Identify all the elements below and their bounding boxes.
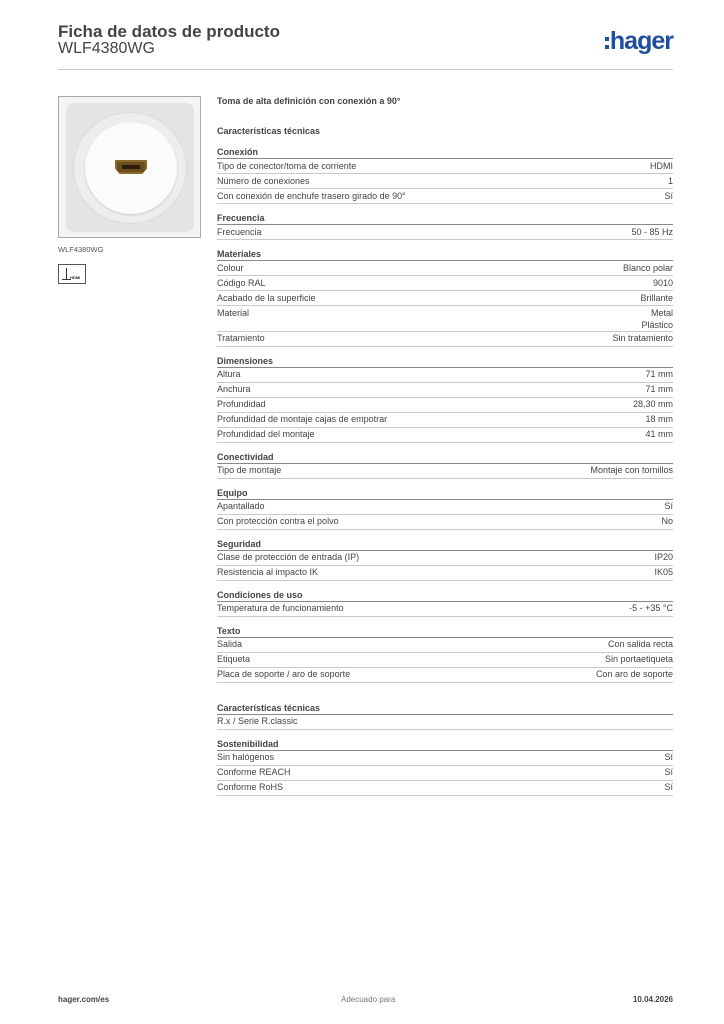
document-title: Ficha de datos de producto xyxy=(58,22,280,41)
spec-label: Etiqueta xyxy=(217,654,251,664)
spec-row xyxy=(217,174,673,189)
spec-row xyxy=(217,566,673,581)
spec-group xyxy=(217,536,673,581)
spec-group-title: Dimensiones xyxy=(217,353,673,368)
spec-label: Código RAL xyxy=(217,277,266,288)
spec-group-title: Equipo xyxy=(217,485,673,500)
hdmi-port-icon xyxy=(115,160,147,174)
hdmi-symbol-text: HDMI xyxy=(70,275,81,280)
spec-row xyxy=(217,413,673,428)
spec-label: Anchura xyxy=(217,384,251,394)
spec-value: Sin portaetiqueta xyxy=(604,654,673,664)
spec-value: Sí xyxy=(664,767,673,777)
spec-label: Apantallado xyxy=(217,501,265,511)
footer-center: Adecuado para xyxy=(341,995,396,1004)
spec-row xyxy=(217,276,673,291)
spec-value: Sí xyxy=(664,752,673,762)
spec-value: Sí xyxy=(664,782,673,792)
spec-row xyxy=(217,653,673,668)
product-code: WLF4380WG xyxy=(58,40,155,57)
spec-group-title: Materiales xyxy=(217,246,673,261)
spec-group xyxy=(217,144,673,204)
spec-value: Con salida recta xyxy=(607,639,673,649)
spec-row xyxy=(217,464,673,479)
spec-row xyxy=(217,261,673,276)
spec-row xyxy=(217,638,673,653)
logo-dots-icon xyxy=(605,37,609,49)
spec-value: 9010 xyxy=(652,277,673,288)
spec-row xyxy=(217,551,673,566)
hager-logo xyxy=(605,28,673,54)
spec-row xyxy=(217,428,673,443)
product-image xyxy=(58,96,201,238)
spec-row xyxy=(217,500,673,515)
spec-row xyxy=(217,715,673,730)
product-description: Toma de alta definición con conexión a 90° xyxy=(217,96,401,106)
spec-label: Con conexión de enchufe trasero girado de 90° xyxy=(217,190,406,201)
spec-group xyxy=(217,210,673,240)
spec-groups xyxy=(217,144,673,683)
spec-label: Frecuencia xyxy=(217,226,262,237)
spec-row xyxy=(217,781,673,796)
spec-row xyxy=(217,766,673,781)
spec-label: Sin halógenos xyxy=(217,752,275,762)
spec-group-title: Conectividad xyxy=(217,449,673,464)
spec-value: 71 mm xyxy=(645,369,673,379)
spec-label: Tipo de conector/toma de corriente xyxy=(217,160,357,171)
spec-row xyxy=(217,291,673,306)
spec-group xyxy=(217,736,673,796)
spec-label: Placa de soporte / aro de soporte xyxy=(217,669,351,679)
spec-value: 28,30 mm xyxy=(632,399,673,409)
spec-label: Altura xyxy=(217,369,241,379)
spec-group-title: Frecuencia xyxy=(217,210,673,225)
spec-value: IK05 xyxy=(654,567,673,577)
spec-label: Número de conexiones xyxy=(217,175,310,186)
spec-value: 1 xyxy=(667,175,673,186)
spec-row xyxy=(217,398,673,413)
spec-label: Clase de protección de entrada (IP) xyxy=(217,552,360,562)
spec-value: Sí xyxy=(664,190,673,201)
spec-value: 50 - 85 Hz xyxy=(631,226,673,237)
hdmi-socket-symbol-icon xyxy=(58,264,86,284)
socket-ring xyxy=(73,112,187,224)
spec-group xyxy=(217,587,673,617)
spec-group-title: Conexión xyxy=(217,144,673,159)
spec-label: Profundidad de montaje cajas de empotrar xyxy=(217,414,388,424)
spec-row xyxy=(217,602,673,617)
spec-row xyxy=(217,368,673,383)
spec-group-title: Seguridad xyxy=(217,536,673,551)
spec-value: Blanco polar xyxy=(622,262,673,273)
spec-label: Profundidad del montaje xyxy=(217,429,315,439)
spec-value: No xyxy=(661,516,673,526)
spec-group xyxy=(217,353,673,443)
spec-group-title: Condiciones de uso xyxy=(217,587,673,602)
spec-group xyxy=(217,700,673,730)
spec-row xyxy=(217,751,673,766)
spec-row xyxy=(217,189,673,204)
spec-label: Profundidad xyxy=(217,399,266,409)
spec-label: Conforme REACH xyxy=(217,767,291,777)
spec-row xyxy=(217,159,673,174)
spec-row xyxy=(217,515,673,530)
spec-group-title: Sostenibilidad xyxy=(217,736,673,751)
spec-group xyxy=(217,449,673,479)
spec-label: Tratamiento xyxy=(217,333,265,343)
spec-value: Con aro de soporte xyxy=(595,669,673,679)
spec-value: Metal Plástico xyxy=(641,307,673,330)
spec-value: 71 mm xyxy=(645,384,673,394)
spec-label: Conforme RoHS xyxy=(217,782,284,792)
spec-value: Sin tratamiento xyxy=(612,333,673,343)
socket-plate xyxy=(66,103,194,232)
spec-row xyxy=(217,332,673,347)
spec-value: -5 - +35 °C xyxy=(629,603,673,613)
spec-value: 18 mm xyxy=(645,414,673,424)
spec-label: Material xyxy=(217,307,250,318)
logo-text: hager xyxy=(609,27,673,55)
spec-label: Salida xyxy=(217,639,243,649)
spec-groups-bottom xyxy=(217,700,673,796)
spec-value: 41 mm xyxy=(645,429,673,439)
spec-value: HDMI xyxy=(650,160,673,171)
spec-group-title: Características técnicas xyxy=(217,700,673,715)
spec-value: Montaje con tornillos xyxy=(590,465,673,475)
spec-group xyxy=(217,485,673,530)
spec-label: Con protección contra el polvo xyxy=(217,516,339,526)
section-title: Características técnicas xyxy=(217,126,321,136)
image-caption: WLF4380WG xyxy=(58,245,104,254)
spec-label: R.x / Serie R.classic xyxy=(217,716,298,726)
spec-row xyxy=(217,668,673,683)
spec-value: Brillante xyxy=(640,292,673,303)
spec-group-title: Texto xyxy=(217,623,673,638)
spec-label: Colour xyxy=(217,262,244,273)
footer-website: hager.com/es xyxy=(58,995,110,1004)
spec-row xyxy=(217,383,673,398)
footer-date: 10.04.2026 xyxy=(632,995,673,1004)
spec-group xyxy=(217,246,673,347)
spec-content xyxy=(217,93,673,796)
spec-group xyxy=(217,623,673,683)
spec-label: Resistencia al impacto IK xyxy=(217,567,319,577)
spec-value: Sí xyxy=(664,501,673,511)
spec-label: Tipo de montaje xyxy=(217,465,282,475)
spec-label: Acabado de la superficie xyxy=(217,292,316,303)
socket-disc xyxy=(85,122,177,214)
page-header xyxy=(58,20,673,70)
spec-row xyxy=(217,306,673,332)
spec-label: Temperatura de funcionamiento xyxy=(217,603,344,613)
spec-value: IP20 xyxy=(654,552,673,562)
spec-row xyxy=(217,225,673,240)
